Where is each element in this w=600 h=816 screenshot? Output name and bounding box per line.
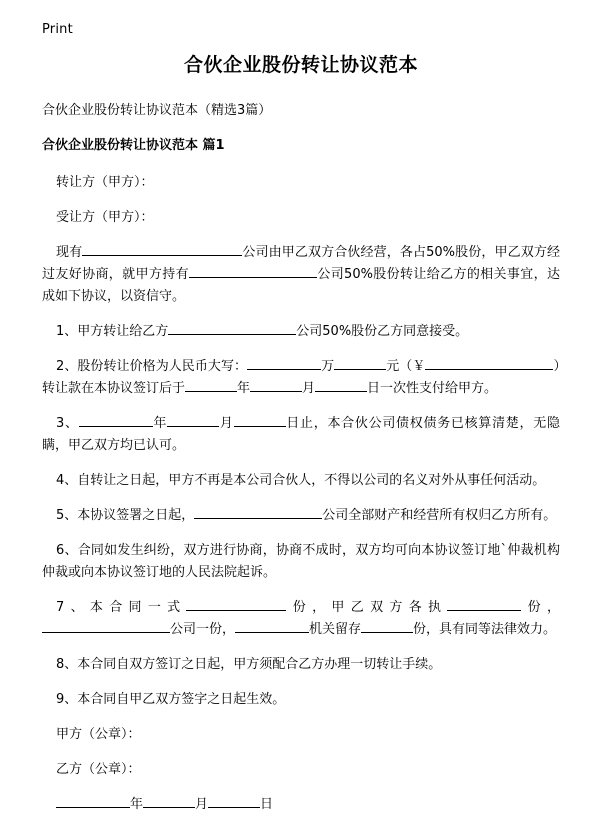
document-subtitle: 合伙企业股份转让协议范本（精选3篇） [42, 103, 272, 118]
fill-blank[interactable] [208, 807, 260, 808]
clause-3-text-c: 月 [219, 416, 234, 431]
fill-blank[interactable] [186, 610, 286, 611]
clause-2-text-g: 日一次性支付给甲方。 [367, 381, 498, 396]
clause-5-text-a: 5、本协议签署之日起， [56, 508, 195, 523]
clause-7 [42, 597, 560, 641]
signature-party-a: 甲方（公章）： [56, 727, 141, 742]
clause-2-text-c: 元（￥ [386, 359, 426, 374]
clause-2-text-e: 年 [237, 381, 251, 396]
fill-blank[interactable] [143, 807, 195, 808]
clause-7-text-b: 份，甲乙双方各执 [286, 600, 448, 615]
preamble-text-1: 现有 [56, 245, 83, 260]
clause-7-text-c: 份， [521, 600, 560, 615]
fill-blank[interactable] [194, 518, 322, 519]
fill-blank[interactable] [250, 391, 302, 392]
clause-7-text-a: 7、本合同一式 [56, 600, 187, 615]
clause-1-text-a: 1、甲方转让给乙方 [56, 324, 169, 339]
fill-blank[interactable] [234, 426, 286, 427]
fill-blank[interactable] [425, 369, 553, 370]
preamble-text-3: 公司50%股份转让给乙方的相关事宜，达成如下协议，以资信守。 [42, 267, 560, 304]
print-link[interactable]: Print [42, 22, 73, 37]
clause-3-text-b: 年 [152, 416, 168, 431]
fill-blank[interactable] [447, 610, 521, 611]
clause-5-text-b: 公司全部财产和经营所有权归乙方所有。 [322, 508, 557, 523]
clause-5 [42, 505, 560, 527]
date-day-label: 日 [260, 797, 274, 812]
fill-blank[interactable] [56, 807, 130, 808]
party-transferor-label: 转让方（甲方）： [56, 175, 154, 190]
fill-blank[interactable] [361, 632, 413, 633]
clause-2-text-f: 月 [302, 381, 316, 396]
clause-1-text-b: 公司50%股份乙方同意接受。 [296, 324, 469, 339]
clause-1 [42, 321, 560, 343]
clause-4: 4、自转让之日起，甲方不再是本公司合伙人，不得以公司的名义对外从事任何活动。 [56, 473, 546, 488]
fill-blank[interactable] [42, 632, 170, 633]
clause-3-text-d: 日止，本合伙公司债权债务已核算清楚，无隐瞒，甲乙双方均已认可。 [42, 416, 560, 453]
signature-date-line [42, 794, 560, 816]
fill-blank[interactable] [315, 391, 367, 392]
preamble-text-2: 公司由甲乙双方合伙经营，各占50%股份，甲乙双方经过友好协商，就甲方持有 [42, 245, 560, 282]
fill-blank[interactable] [185, 391, 237, 392]
date-month-label: 月 [195, 797, 209, 812]
fill-blank[interactable] [82, 255, 242, 256]
preamble-paragraph [42, 242, 560, 308]
fill-blank[interactable] [334, 369, 386, 370]
signature-party-b: 乙方（公章）： [56, 762, 141, 777]
clause-7-text-e: 机关留存 [309, 622, 362, 637]
clause-2-text-b: 万 [321, 359, 335, 374]
fill-blank[interactable] [79, 426, 153, 427]
fill-blank[interactable] [168, 334, 296, 335]
clause-2 [42, 356, 560, 400]
clause-7-text-d: 公司一份， [170, 622, 236, 637]
party-transferee-label: 受让方（甲方）： [56, 210, 154, 225]
clause-2-text-d: ）转让款在本协议签订后于 [42, 359, 560, 396]
section-heading: 合伙企业股份转让协议范本 篇1 [42, 138, 225, 153]
clause-8: 8、本合同自双方签订之日起，甲方须配合乙方办理一切转让手续。 [56, 657, 442, 672]
date-year-label: 年 [130, 797, 144, 812]
clause-3 [42, 413, 560, 457]
fill-blank[interactable] [189, 277, 317, 278]
fill-blank[interactable] [167, 426, 219, 427]
fill-blank[interactable] [247, 369, 321, 370]
clause-2-text-a: 2、股份转让价格为人民币大写： [56, 359, 248, 374]
clause-6: 6、合同如发生纠纷，双方进行协商，协商不成时，双方均可向本协议签订地`仲裁机构仲裁或向本协议签订地的人民法院起诉。 [42, 543, 560, 580]
clause-3-text-a: 3、 [56, 416, 79, 431]
clause-7-text-f: 份，具有同等法律效力。 [413, 622, 557, 637]
clause-9: 9、本合同自甲乙双方签字之日起生效。 [56, 692, 286, 707]
page-title: 合伙企业股份转让协议范本 [183, 54, 418, 76]
fill-blank[interactable] [235, 632, 309, 633]
